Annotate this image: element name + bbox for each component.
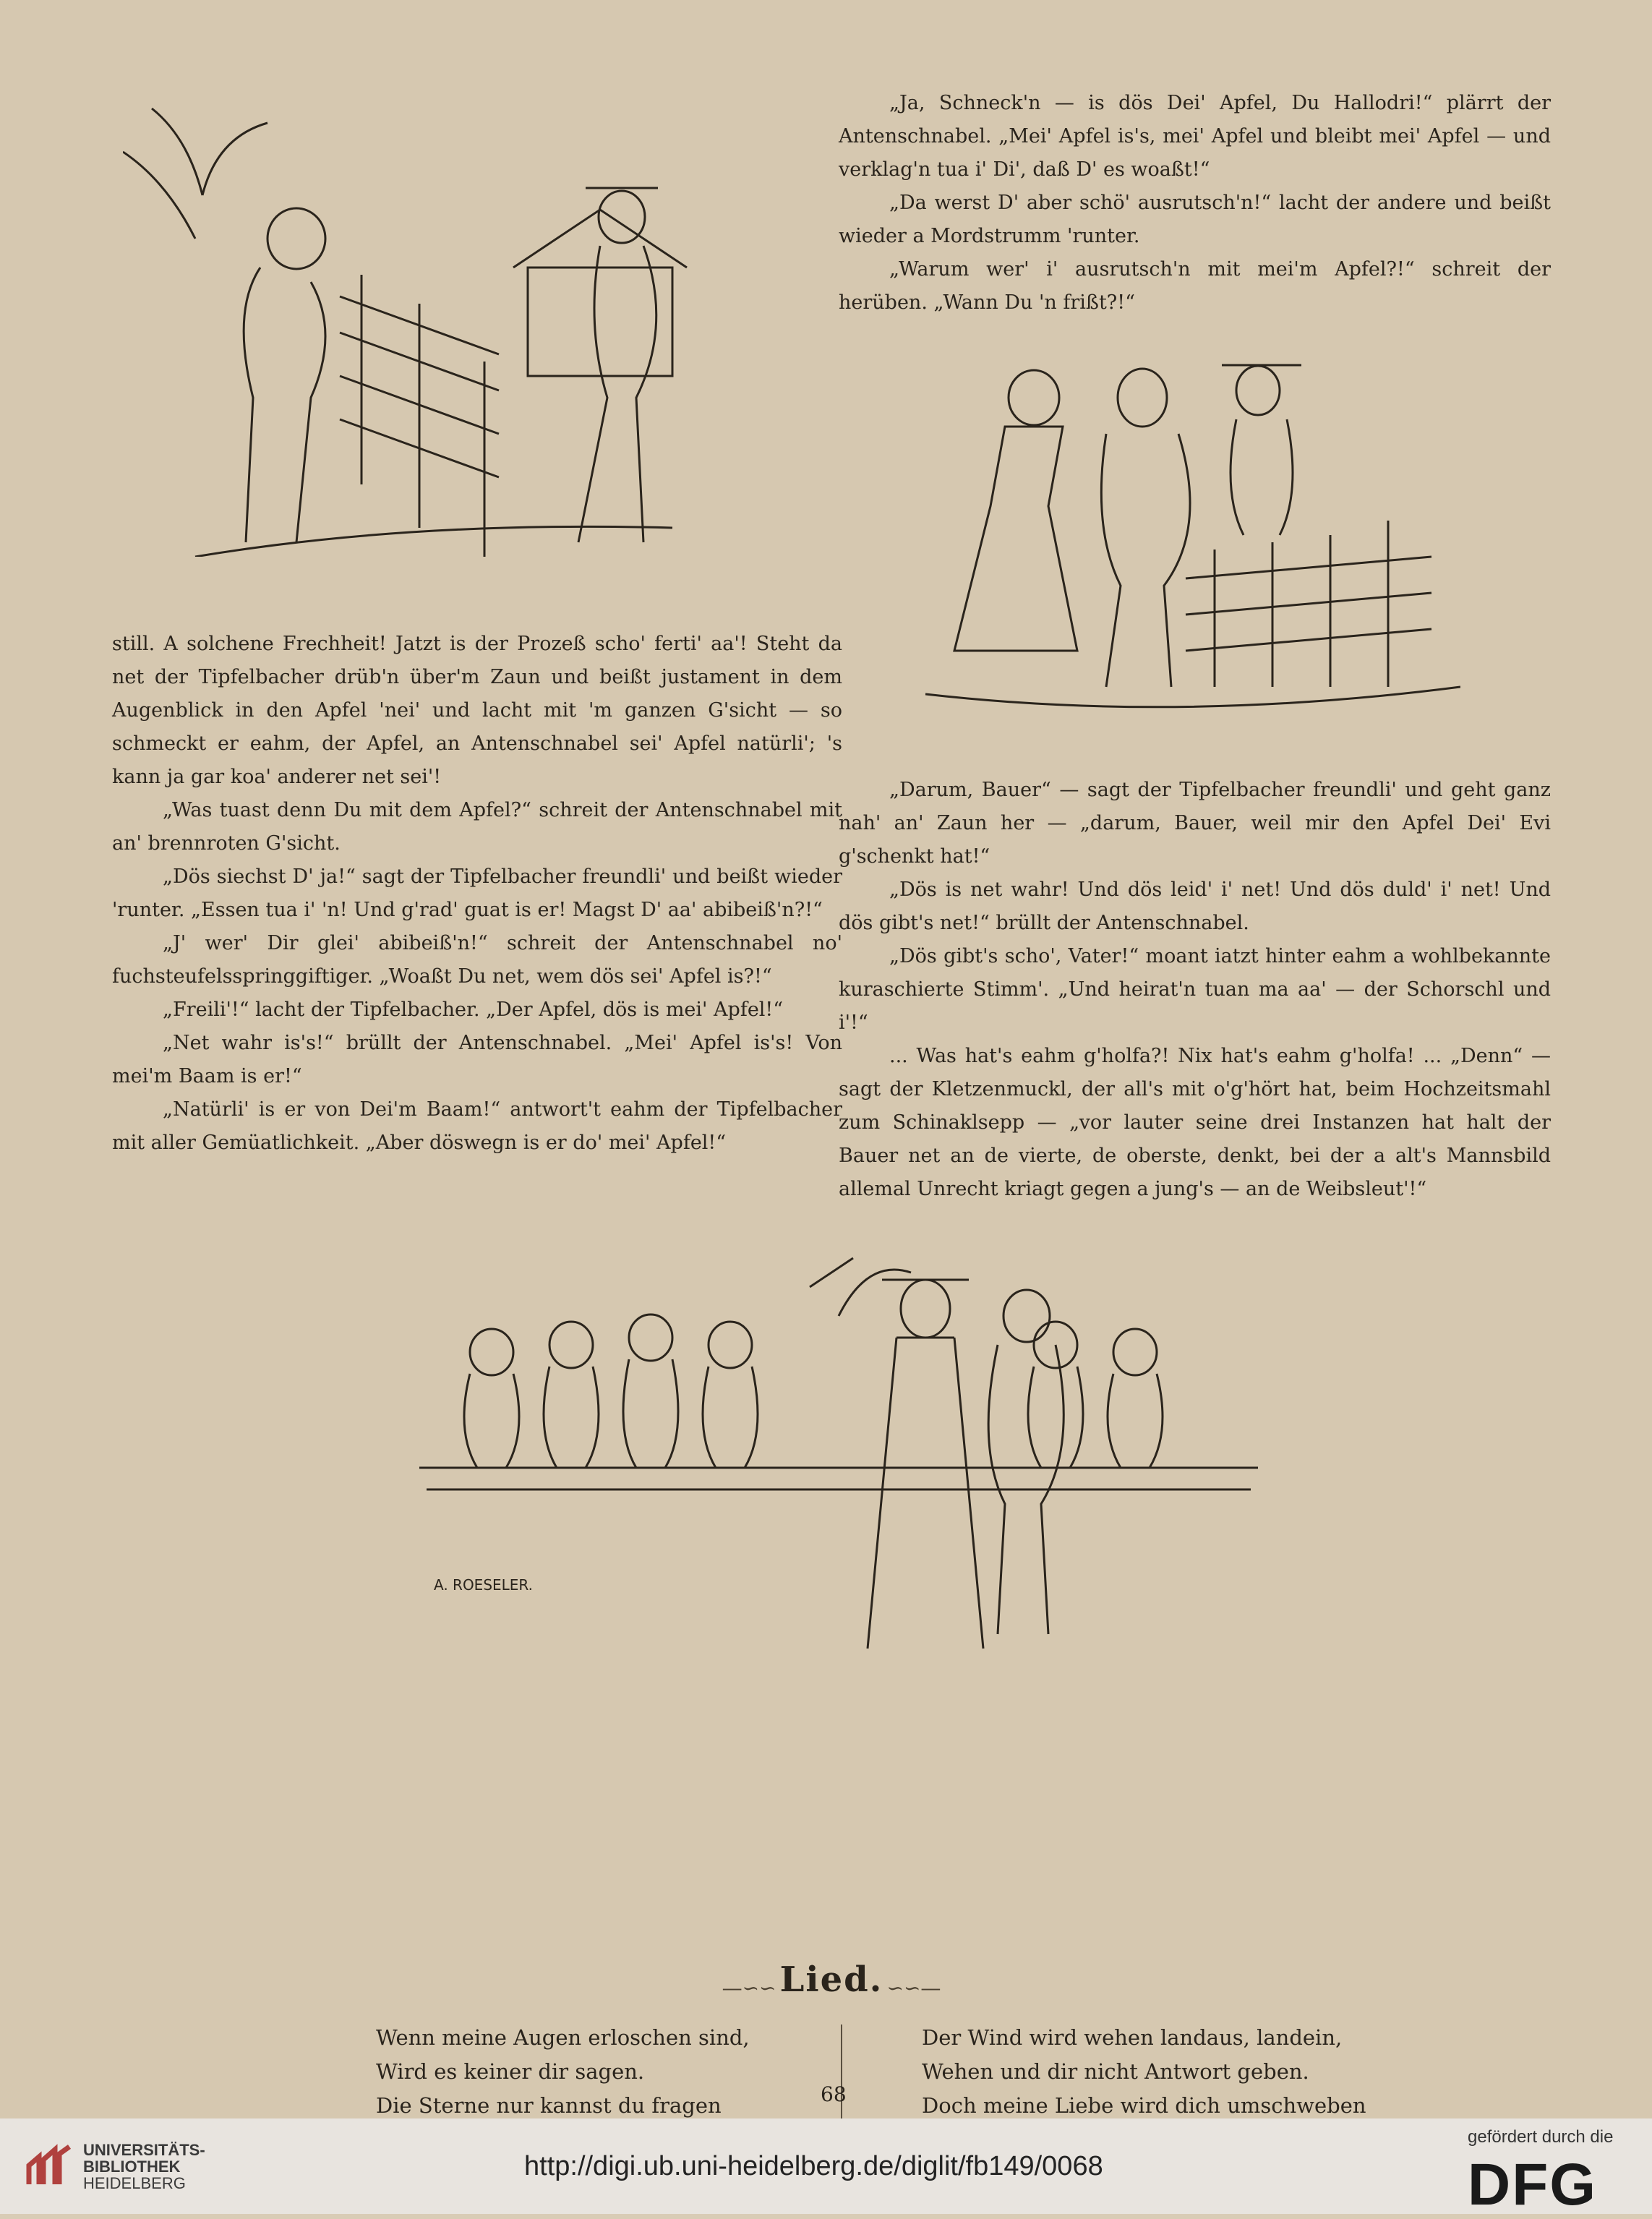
paragraph: „Was tuast denn Du mit dem Apfel?“ schreit der Antenschnabel mit an' brennroten G'sicht.: [112, 799, 842, 855]
paragraph: „Natürli' is er von Dei'm Baam!“ antwort't eahm der Tipfelbacher mit aller Gemüatlichkeit. „Aber döswegn is er do' mei' Apfel!“: [112, 1098, 842, 1154]
paragraph: „Net wahr is's!“ brüllt der Antenschnabel. „Mei' Apfel is's! Von mei'm Baam is er!“: [112, 1032, 842, 1087]
paragraph: „Warum wer' i' ausrutsch'n mit mei'm Apfel?!“ schreit der herüben. „Wann Du 'n frißt?!“: [839, 258, 1551, 314]
paragraph: „Darum, Bauer“ — sagt der Tipfelbacher freundli' und geht ganz nah' an' Zaun her — „darum, Bauer, weil mir den Apfel Dei' Evi g'schenkt hat!“: [839, 779, 1551, 868]
illustration-family-at-fence: [925, 347, 1460, 752]
university-library-logo-icon: [23, 2144, 74, 2187]
paragraph: „Ja, Schneck'n — is dös Dei' Apfel, Du Hallodri!“ plärrt der Antenschnabel. „Mei' Apfel is's, mei' Apfel und bleibt mei' Apfel — und verklag'n tua i' Di', daß D' es woaßt!“: [839, 92, 1551, 181]
library-name-line: BIBLIOTHEK: [83, 2158, 181, 2176]
right-bottom-text-column: [839, 774, 1551, 1206]
right-top-text-column: [839, 87, 1551, 320]
poem-line: Die Sterne nur kannst du fragen: [376, 2093, 722, 2118]
paragraph: still. A solchene Frechheit! Jatzt is der Prozeß scho' ferti' aa'! Steht da net der Tipfelbacher drüb'n über'm Zaun und beißt justament in dem Augenblick in den Apfel 'nei' und lacht mit 'm ganzen G'sicht — so schmeckt er eahm, der Apfel, an Antenschnabel sei' Apfel natürli'; 's kann ja gar koa' anderer net sei'!: [112, 633, 842, 788]
funding-note: gefördert durch die: [1468, 2127, 1614, 2147]
paragraph: „Dös siechst D' ja!“ sagt der Tipfelbacher freundli' und beißt wieder 'runter. „Essen tua i' 'n! Und g'rad' guat is er! Magst D' aa' abibeiß'n?!“: [112, 865, 842, 921]
illustration-signature: A. ROESELER.: [434, 1576, 533, 1594]
library-name-line: UNIVERSITÄTS-: [83, 2141, 205, 2159]
poem-line: Doch meine Liebe wird dich umschweben: [922, 2093, 1366, 2118]
paragraph: „Freili'!“ lacht der Tipfelbacher. „Der Apfel, dös is mei' Apfel!“: [163, 999, 784, 1021]
poem-line: Wenn meine Augen erloschen sind,: [376, 2025, 750, 2050]
illustration-fence-argument: [123, 94, 759, 557]
illustration-wedding-feast-drawing: [405, 1229, 1272, 1692]
document-url-link[interactable]: http://digi.ub.uni-heidelberg.de/diglit/fb149/0068: [524, 2151, 1103, 2181]
page-number: 68: [821, 2082, 847, 2106]
ornament-right: ∽∽—: [886, 1976, 941, 2000]
left-text-column: [112, 628, 842, 1160]
paragraph: ... Was hat's eahm g'holfa?! Nix hat's eahm g'holfa! ... „Denn“ — sagt der Kletzenmuckl, der all's mit o'g'hört hat, beim Hochzeitsmahl zum Schinaklsepp — „vor lauter seine drei Instanzen hat halt der Bauer net an de vierte, de oberste, denkt, bei der a alt's Mannsbild allemal Unrecht kriagt gegen a jung's — an de Weibsleut'!“: [839, 1045, 1551, 1200]
paragraph: „Da werst D' aber schö' ausrutsch'n!“ lacht der andere und beißt wieder a Mordstrumm 'runter.: [839, 192, 1551, 247]
poem-line: Wird es keiner dir sagen.: [376, 2059, 645, 2084]
illustration-family-at-fence-drawing: [925, 347, 1460, 752]
poem-title: Lied.: [779, 1959, 883, 2000]
poem-header: [694, 1959, 969, 2010]
library-name-line: HEIDELBERG: [83, 2174, 186, 2192]
illustration-wedding-feast: [405, 1229, 1272, 1692]
ornament-left: —∽∽: [722, 1976, 776, 2000]
poem-line: Wehen und dir nicht Antwort geben.: [922, 2059, 1309, 2084]
dfg-logo: DFG: [1468, 2152, 1598, 2218]
paragraph: „Dös is net wahr! Und dös leid' i' net! Und dös duld' i' net! Und dös gibt's net!“ brüllt der Antenschnabel.: [839, 878, 1551, 934]
illustration-fence-argument-drawing: [123, 94, 759, 557]
library-name: [83, 2142, 205, 2192]
poem-line: Der Wind wird wehen landaus, landein,: [922, 2025, 1343, 2050]
paragraph: „J' wer' Dir glei' abibeiß'n!“ schreit der Antenschnabel no' fuchsteufelsspringgiftiger. „Woaßt Du net, wem dös sei' Apfel is?!“: [112, 932, 842, 988]
paragraph: „Dös gibt's scho', Vater!“ moant iatzt hinter eahm a wohlbekannte kuraschierte Stimm'. „Und heirat'n tuan ma aa' — der Schorschl und i'!“: [839, 945, 1551, 1034]
